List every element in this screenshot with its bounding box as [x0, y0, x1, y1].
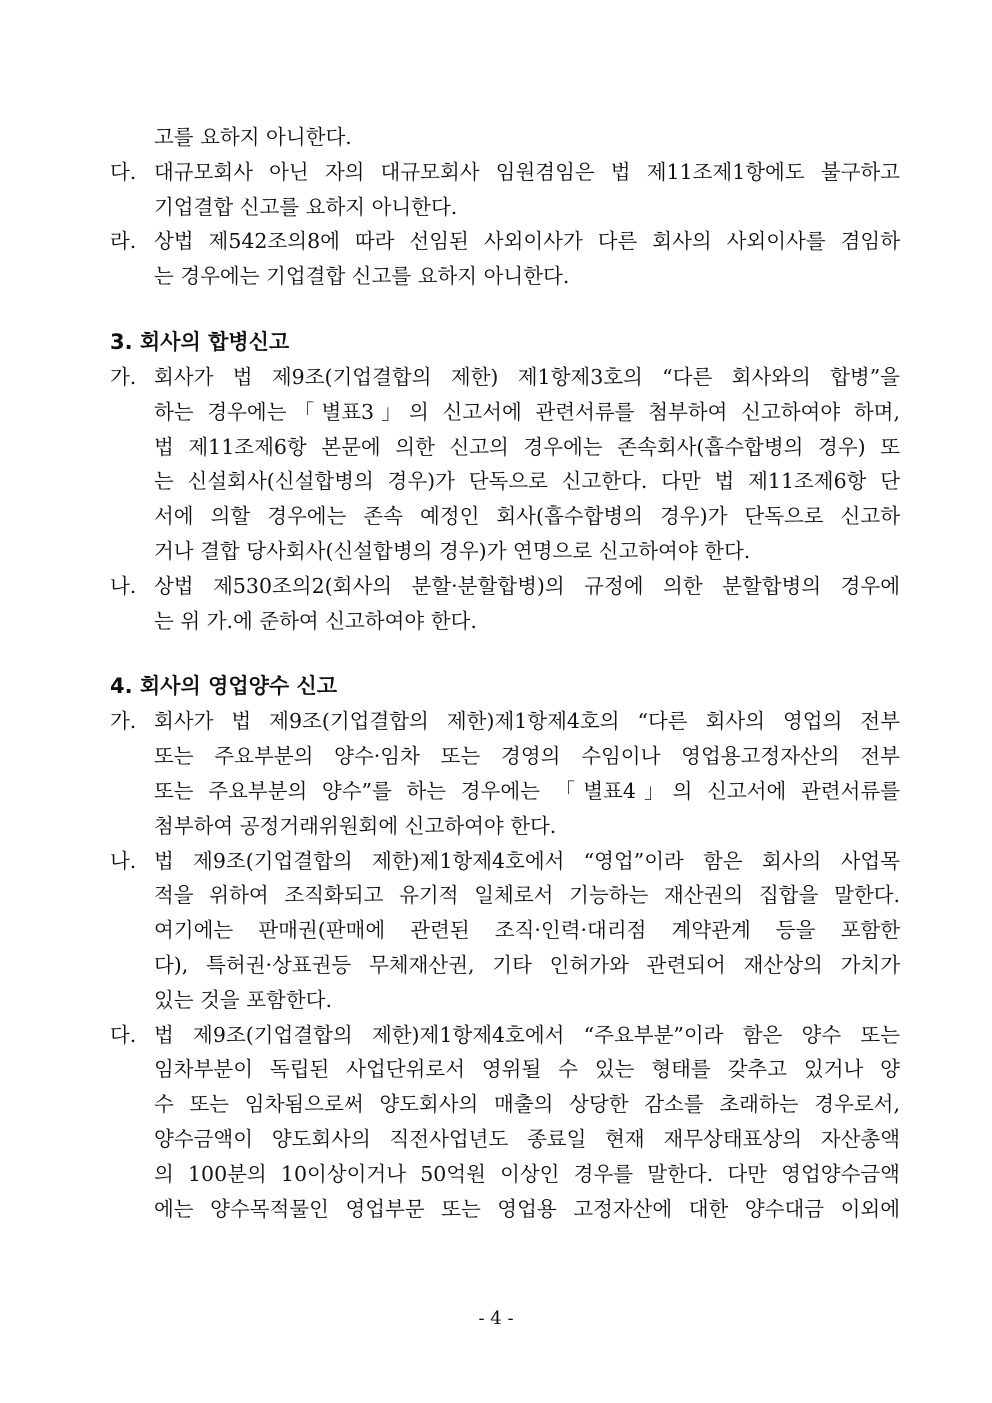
text-line: 의 100분의 10이상이거나 50억원 이상인 경우를 말한다. 다만 영업양수금액: [154, 1161, 900, 1186]
text-line: 법 제9조(기업결합의 제한)제1항제4호에서 “영업”이라 함은 회사의 사업목: [154, 848, 900, 873]
list-item: [110, 844, 900, 1018]
text-line: 대규모회사 아닌 자의 대규모회사 임원겸임은 법 제11조제1항에도 불구하고: [154, 159, 900, 184]
list-item: [110, 224, 900, 294]
section-heading: 4. 회사의 영업양수 신고: [110, 674, 338, 699]
continuation-line: 고를 요하지 아니한다.: [154, 125, 352, 149]
item-text: [154, 704, 900, 843]
text-line: 다), 특허권·상표권등 무체재산권, 기타 인허가와 관련되어 재산상의 가치가: [154, 952, 900, 977]
text-line: 또는 주요부분의 양수”를 하는 경우에는 「별표4」의 신고서에 관련서류를: [154, 778, 900, 803]
list-item: [110, 155, 900, 225]
text-line: 상법 제530조의2(회사의 분할·분할합병)의 규정에 의한 분할합병의 경우에: [154, 573, 900, 598]
text-line: 는 신설회사(신설합병의 경우)가 단독으로 신고한다. 다만 법 제11조제6항 단: [154, 469, 900, 494]
item-marker: 다.: [110, 159, 137, 184]
item-marker: 나.: [110, 848, 137, 873]
item-text: [154, 844, 900, 1018]
list-item: [110, 569, 900, 639]
text-line: 양수금액이 양도회사의 직전사업년도 종료일 현재 재무상태표상의 자산총액: [154, 1126, 900, 1151]
text-line: 서에 의할 경우에는 존속 예정인 회사(흡수합병의 경우)가 단독으로 신고하: [154, 504, 900, 529]
text-line: 여기에는 판매권(판매에 관련된 조직·인력·대리점 계약관계 등을 포함한: [154, 918, 900, 943]
text-line: 는 경우에는 기업결합 신고를 요하지 아니한다.: [154, 264, 570, 289]
item-text: [154, 360, 900, 569]
item-marker: 라.: [110, 229, 137, 254]
text-line: 첨부하여 공정거래위원회에 신고하여야 한다.: [154, 813, 557, 838]
text-line: 하는 경우에는「별표3」의 신고서에 관련서류를 첨부하여 신고하여야 하며,: [154, 399, 900, 424]
list-item: [110, 704, 900, 843]
text-line: 또는 주요부분의 양수·임차 또는 경영의 수임이나 영업용고정자산의 전부: [154, 744, 900, 769]
text-line: 있는 것을 포함한다.: [154, 987, 332, 1012]
list-item: [110, 360, 900, 569]
item-text: [154, 569, 900, 639]
text-line: 회사가 법 제9조(기업결합의 제한) 제1항제3호의 “다른 회사와의 합병”을: [154, 364, 900, 389]
item-text: [154, 1018, 900, 1227]
text-line: 법 제11조제6항 본문에 의한 신고의 경우에는 존속회사(흡수합병의 경우) 또: [154, 434, 900, 459]
item-marker: 가.: [110, 709, 137, 734]
text-line: 거나 결합 당사회사(신설합병의 경우)가 연명으로 신고하여야 한다.: [154, 538, 751, 563]
item-marker: 가.: [110, 364, 137, 389]
item-marker: 다.: [110, 1022, 137, 1047]
text-line: 에는 양수목적물인 영업부문 또는 영업용 고정자산에 대한 양수대금 이외에: [154, 1196, 900, 1221]
text-line: 적을 위하여 조직화되고 유기적 일체로서 기능하는 재산권의 집합을 말한다.: [154, 883, 900, 908]
page-number: - 4 -: [478, 1308, 514, 1329]
text-line: 상법 제542조의8에 따라 선임된 사외이사가 다른 회사의 사외이사를 겸임하: [154, 229, 900, 254]
text-line: 는 위 가.에 준하여 신고하여야 한다.: [154, 608, 477, 633]
text-line: 법 제9조(기업결합의 제한)제1항제4호에서 “주요부분”이라 함은 양수 또는: [154, 1022, 900, 1047]
text-line: 수 또는 임차됨으로써 양도회사의 매출의 상당한 감소를 초래하는 경우로서,: [154, 1092, 900, 1117]
text-line: 임차부분이 독립된 사업단위로서 영위될 수 있는 형태를 갖추고 있거나 양: [154, 1057, 900, 1082]
section-heading: 3. 회사의 합병신고: [110, 329, 290, 354]
item-marker: 나.: [110, 573, 137, 598]
item-text: [154, 224, 900, 294]
document-body: [110, 120, 900, 1226]
text-line: 회사가 법 제9조(기업결합의 제한)제1항제4호의 “다른 회사의 영업의 전부: [154, 709, 900, 734]
item-text: [154, 155, 900, 225]
text-line: 기업결합 신고를 요하지 아니한다.: [154, 194, 458, 219]
list-item: [110, 1018, 900, 1227]
